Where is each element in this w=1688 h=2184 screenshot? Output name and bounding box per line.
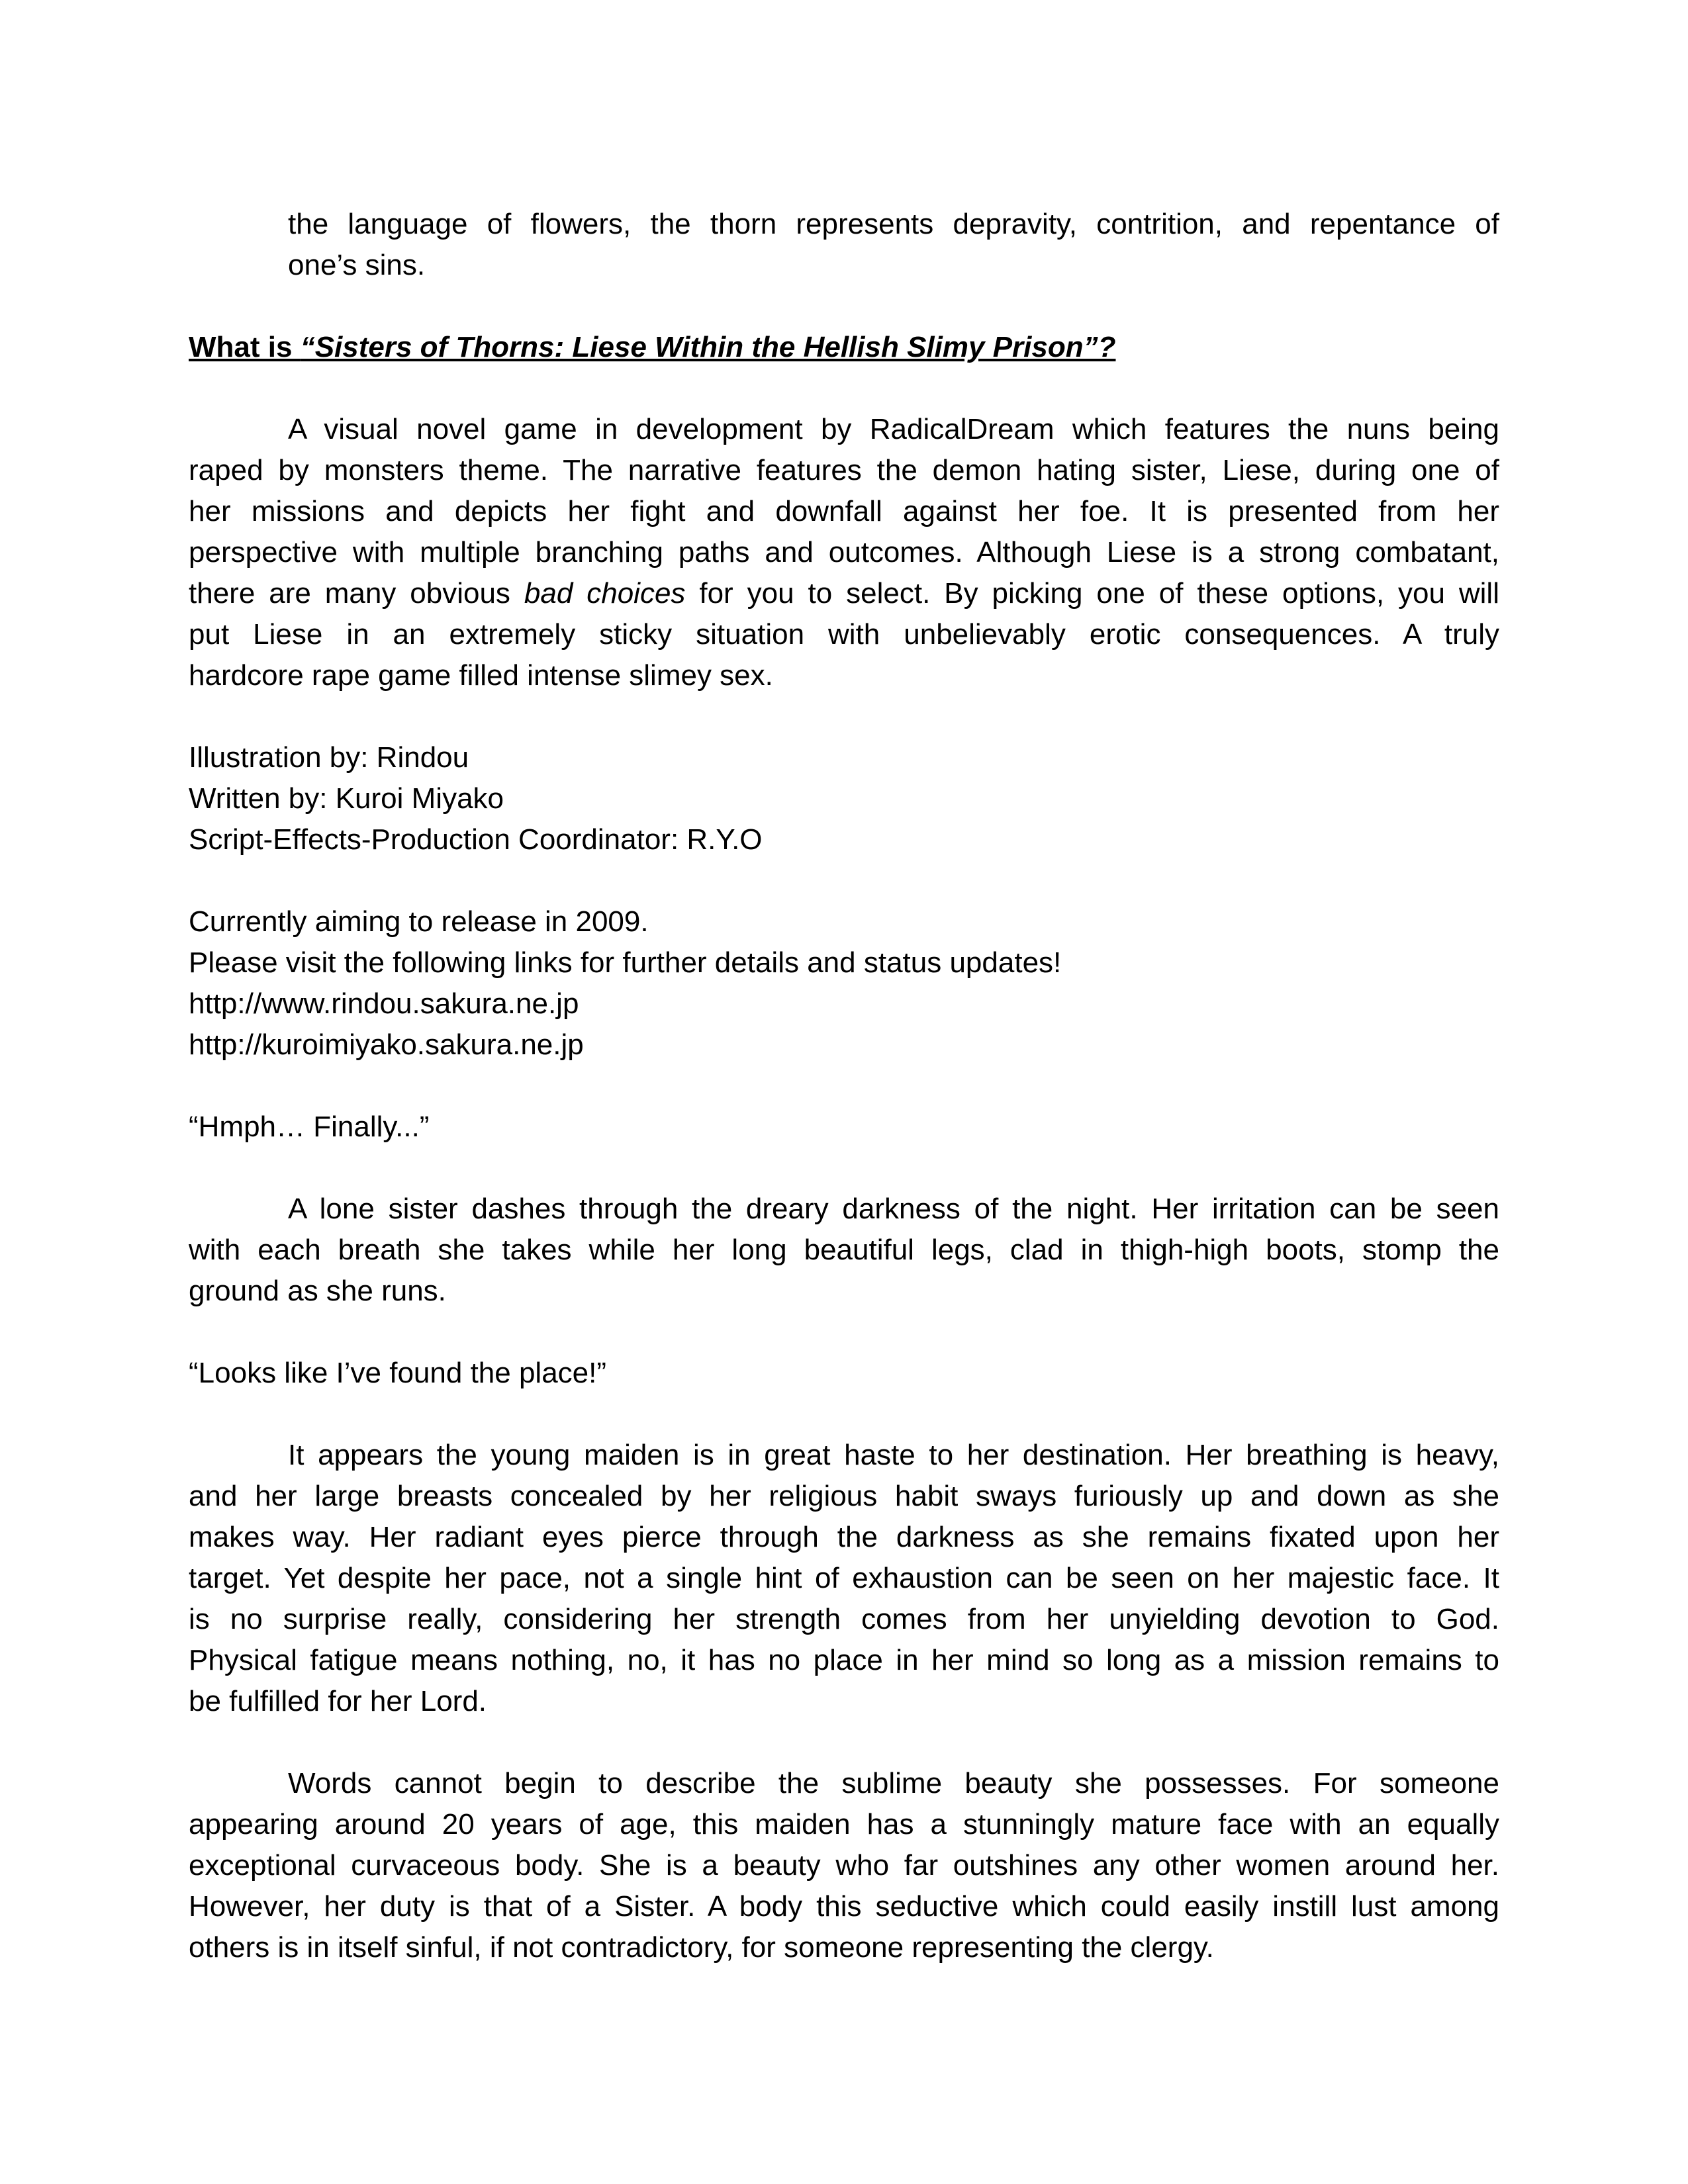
text-line: her missions and depicts her fight and downfall against her foe. It is presented from her (189, 495, 1499, 527)
text-line: appearing around 20 years of age, this maiden has a stunningly mature face with an equally (189, 1808, 1499, 1841)
text-line: hardcore rape game filled intense slimey sex. (189, 659, 773, 692)
dialogue-line: “Hmph… Finally...” (189, 1111, 430, 1143)
dialogue-line: “Looks like I’ve found the place!” (189, 1357, 607, 1389)
text-line: is no surprise really, considering her strength comes from her unyielding devotion to God. (189, 1603, 1499, 1635)
text-line: makes way. Her radiant eyes pierce through the darkness as she remains fixated upon her (189, 1521, 1499, 1553)
text-line: with each breath she takes while her long beautiful legs, clad in thigh-high boots, stomp the (189, 1234, 1499, 1266)
links-intro-line: Please visit the following links for further details and status updates! (189, 946, 1062, 979)
text-line: Physical fatigue means nothing, no, it has no place in her mind so long as a mission remains to (189, 1644, 1499, 1676)
text-line: perspective with multiple branching paths and outcomes. Although Liese is a strong combatant, (189, 536, 1499, 569)
text-line: put Liese in an extremely sticky situation with unbelievably erotic consequences. A truly (189, 618, 1499, 651)
text-line: target. Yet despite her pace, not a single hint of exhaustion can be seen on her majestic face. It (189, 1562, 1499, 1594)
text-line: be fulfilled for her Lord. (189, 1685, 487, 1717)
text-line: However, her duty is that of a Sister. A body this seductive which could easily instill lust among (189, 1890, 1499, 1923)
credit-line-coordinator: Script-Effects-Production Coordinator: R.Y.O (189, 823, 763, 856)
section-heading (189, 327, 1499, 368)
text-segment: there are many obvious (189, 577, 524, 610)
credits-list (189, 737, 1499, 860)
text-line: others is in itself sinful, if not contradictory, for someone representing the clergy. (189, 1931, 1214, 1964)
url-rindou: http://www.rindou.sakura.ne.jp (189, 987, 579, 1020)
text-line: exceptional curvaceous body. She is a beauty who far outshines any other women around her. (189, 1849, 1499, 1882)
text-line (189, 573, 1499, 614)
beauty-paragraph (189, 1763, 1499, 1968)
text-line: raped by monsters theme. The narrative features the demon hating sister, Liese, during one of (189, 454, 1499, 486)
dialogue-found-place (189, 1353, 1499, 1394)
heading-title: “Sisters of Thorns: Liese Within the Hellish Slimy Prison”? (300, 331, 1116, 363)
running-paragraph (189, 1189, 1499, 1312)
text-line: and her large breasts concealed by her religious habit sways furiously up and down as she (189, 1480, 1499, 1512)
italic-text-segment: bad choices (524, 577, 686, 610)
dialogue-hmph (189, 1107, 1499, 1148)
text-line: ground as she runs. (189, 1275, 446, 1307)
text-line: It appears the young maiden is in great haste to her destination. Her breathing is heavy, (288, 1439, 1499, 1471)
release-info (189, 901, 1499, 1066)
continued-paragraph (288, 204, 1499, 286)
text-segment: for you to select. By picking one of these options, you will (685, 577, 1499, 610)
credit-line-illustration: Illustration by: Rindou (189, 741, 469, 774)
credit-line-writer: Written by: Kuroi Miyako (189, 782, 504, 815)
text-line: A lone sister dashes through the dreary darkness of the night. Her irritation can be seen (288, 1193, 1499, 1225)
haste-paragraph (189, 1435, 1499, 1722)
url-kuroimiyako: http://kuroimiyako.sakura.ne.jp (189, 1028, 584, 1061)
text-line: one’s sins. (288, 249, 426, 281)
text-line: A visual novel game in development by RadicalDream which features the nuns being (288, 413, 1499, 445)
text-line: Words cannot begin to describe the sublime beauty she possesses. For someone (288, 1767, 1499, 1799)
text-line: the language of flowers, the thorn represents depravity, contrition, and repentance of (288, 208, 1499, 240)
game-description-paragraph (189, 409, 1499, 696)
heading-prefix: What is (189, 331, 301, 363)
release-date-line: Currently aiming to release in 2009. (189, 905, 649, 938)
